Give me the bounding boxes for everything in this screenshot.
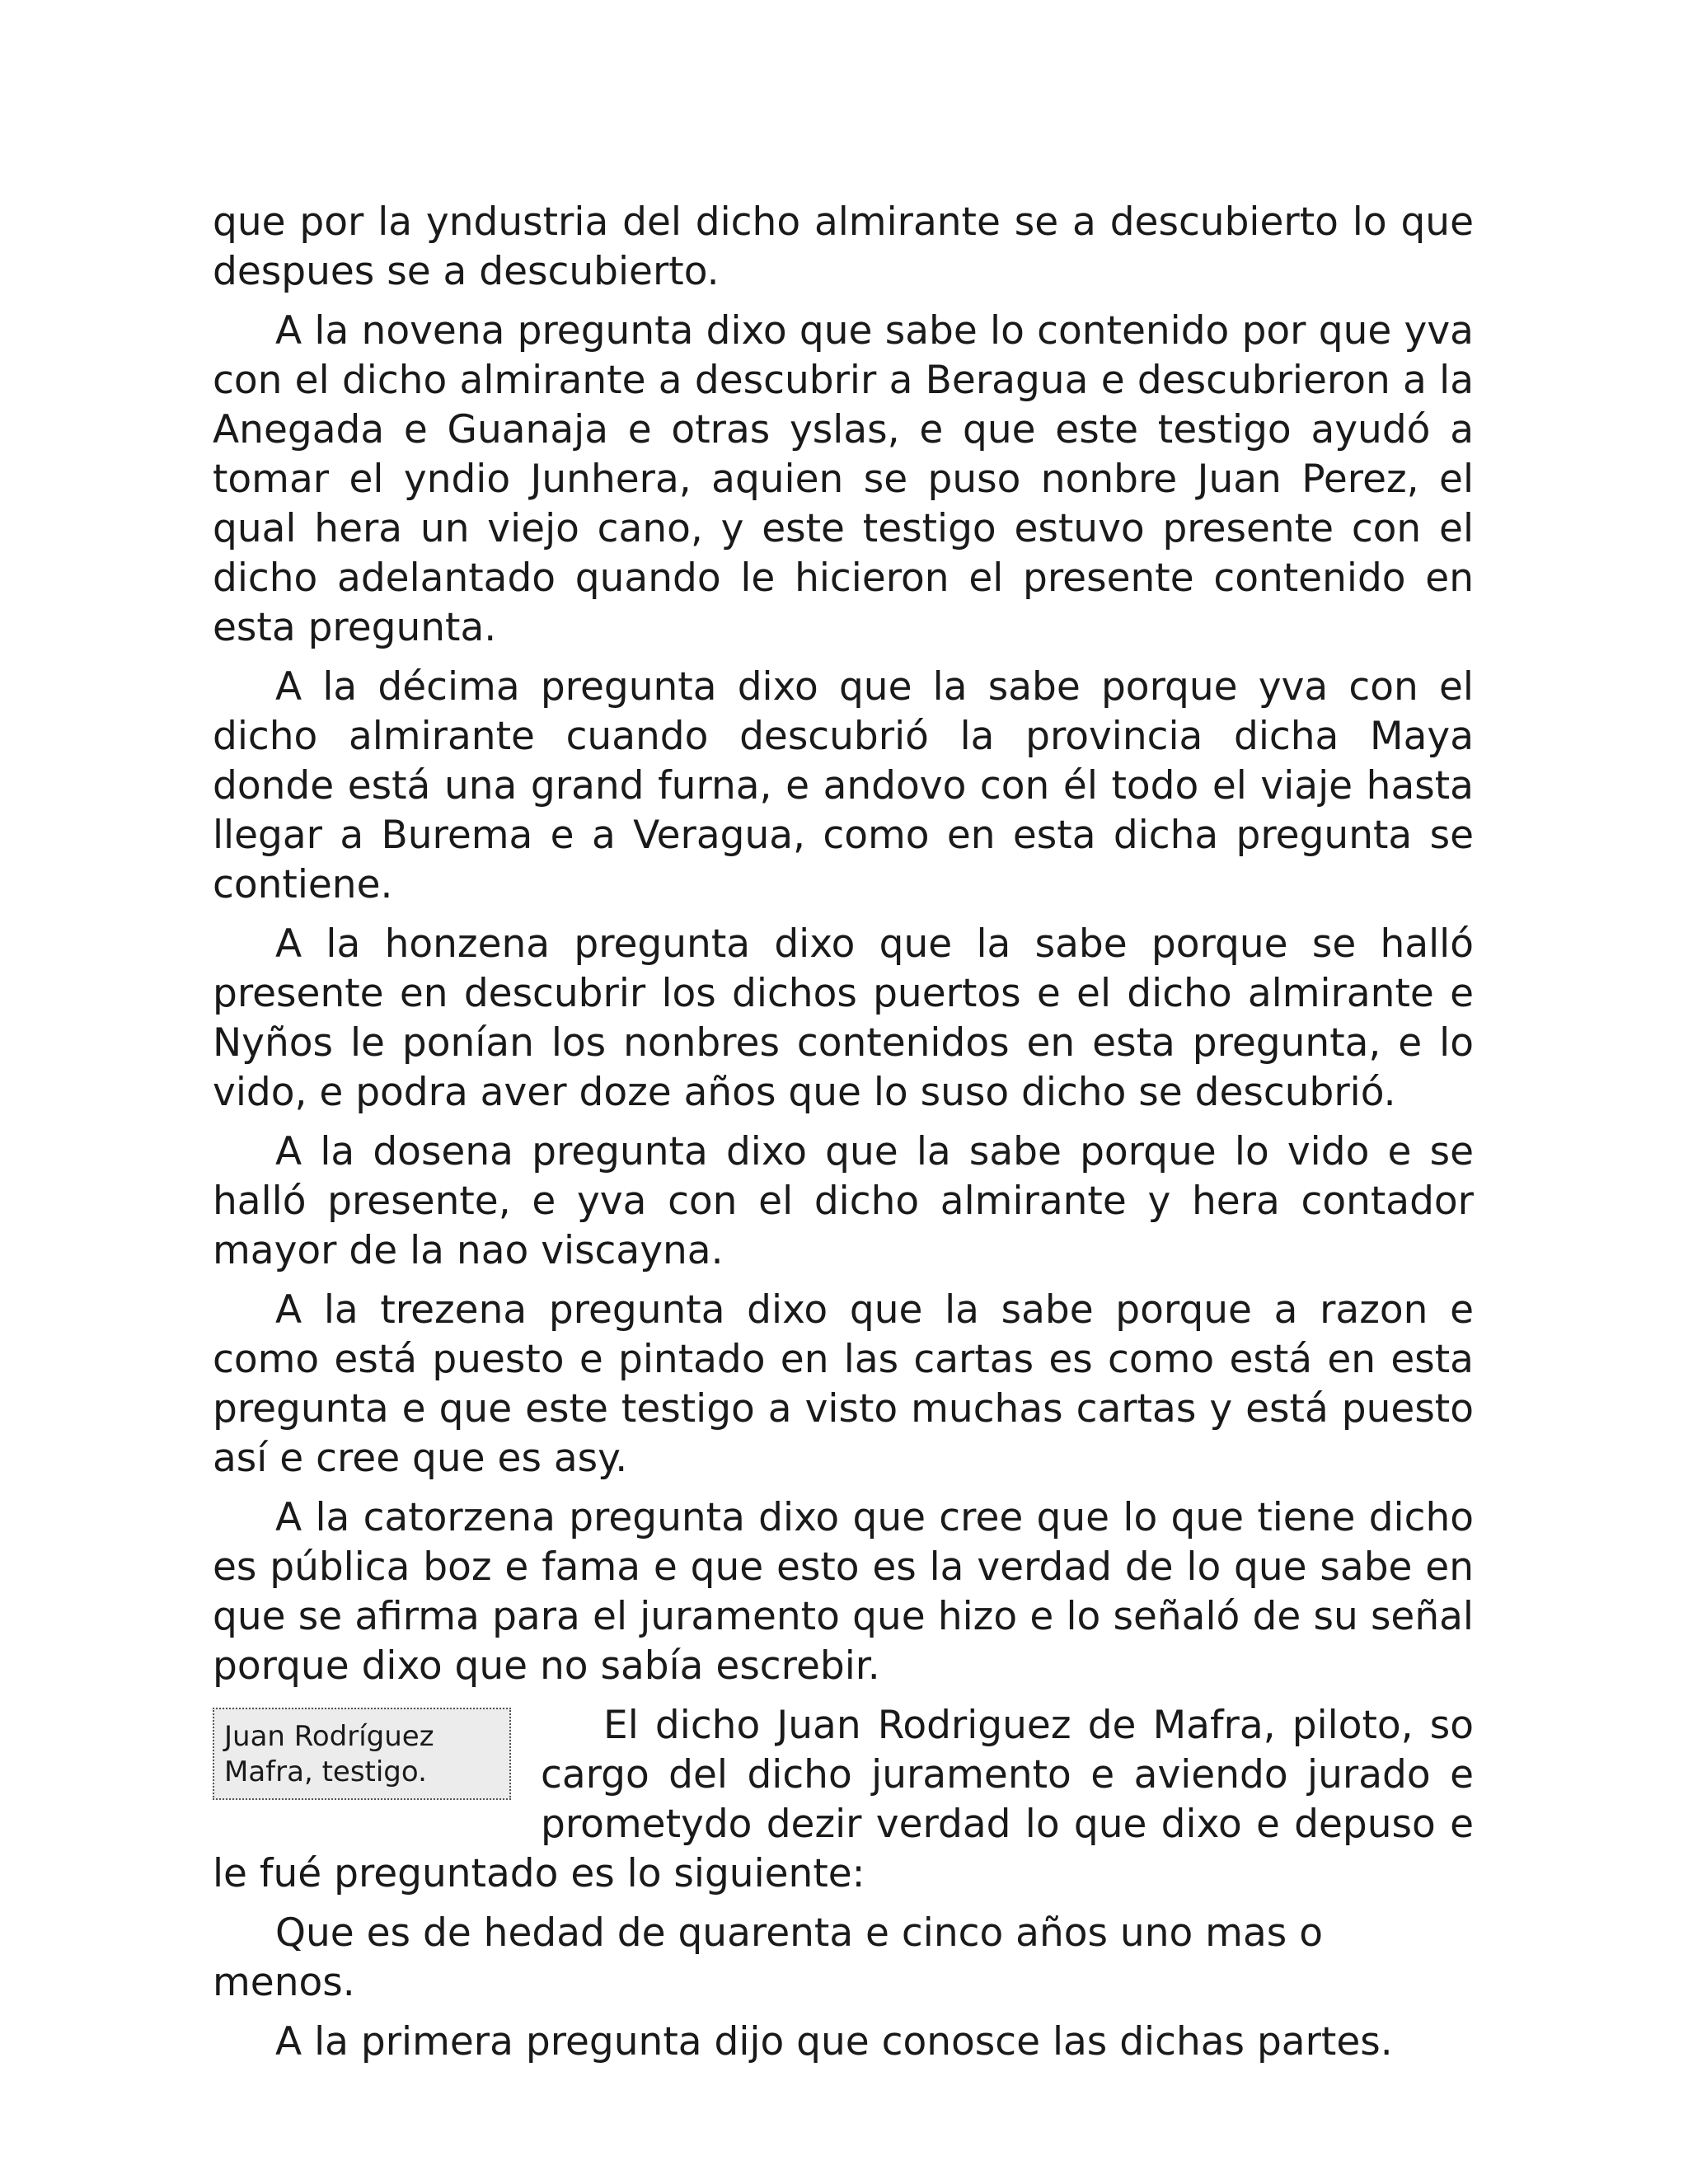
paragraph-dosena: A la dosena pregunta dixo que la sabe porque lo vido e se halló presente, e yva con el dicho almirante y hera contador mayor de la nao viscayna. [213, 1129, 1474, 1273]
paragraph-continuation: que por la yndustria del dicho almirante se a descubierto lo que despues se a descubierto. [213, 199, 1474, 294]
witness-intro-text: El dicho Juan Rodriguez de Mafra, piloto, so cargo del dicho juramento e aviendo jurado e prometydo dezir verdad lo que dixo e depuso e le fué preguntado es lo siguiente: [213, 1703, 1474, 1896]
paragraph-honzena: A la honzena pregunta dixo que la sabe porque se halló presente en descubrir los dichos puertos e el dicho almirante e Nyños le ponían los nonbres contenidos en esta pregunta, e lo vido, e podra aver doze años que lo suso dicho se descubrió. [213, 921, 1474, 1115]
paragraph-decima: A la décima pregunta dixo que la sabe porque yva con el dicho almirante cuando descubrió la provincia dicha Maya donde está una grand furna, e andovo con él todo el viaje hasta llegar a Burema e a Veragua, como en esta dicha pregunta se contiene. [213, 664, 1474, 907]
margin-note-line-1: Juan Rodríguez [224, 1720, 434, 1753]
document-page [213, 198, 1474, 2077]
margin-note-witness [213, 1708, 511, 1800]
paragraph-age: Que es de hedad de quarenta e cinco años uno mas o menos. [213, 1910, 1323, 2005]
paragraph-novena: A la novena pregunta dixo que sabe lo contenido por que yva con el dicho almirante a descubrir a Beragua e descubrieron a la Anegada e Guanaja e otras yslas, e que este testigo ayudó a tomar el yndio Junhera, aquien se puso nonbre Juan Perez, el qual hera un viejo cano, y este testigo estuvo presente con el dicho adelantado quando le hicieron el presente contenido en esta pregunta. [213, 308, 1474, 650]
paragraph-catorzena: A la catorzena pregunta dixo que cree que lo que tiene dicho es pública boz e fama e que esto es la verdad de lo que sabe en que se afirma para el juramento que hizo e lo señaló de su señal porque dixo que no sabía escrebir. [213, 1495, 1474, 1689]
margin-note-line-2: Mafra, testigo. [224, 1755, 427, 1788]
paragraph-primera: A la primera pregunta dijo que conosce las dichas partes. [275, 2019, 1393, 2064]
paragraph-trezena: A la trezena pregunta dixo que la sabe porque a razon e como está puesto e pintado en las cartas es como está en esta pregunta e que este testigo a visto muchas cartas y está puesto así e cree que es asy. [213, 1287, 1474, 1481]
